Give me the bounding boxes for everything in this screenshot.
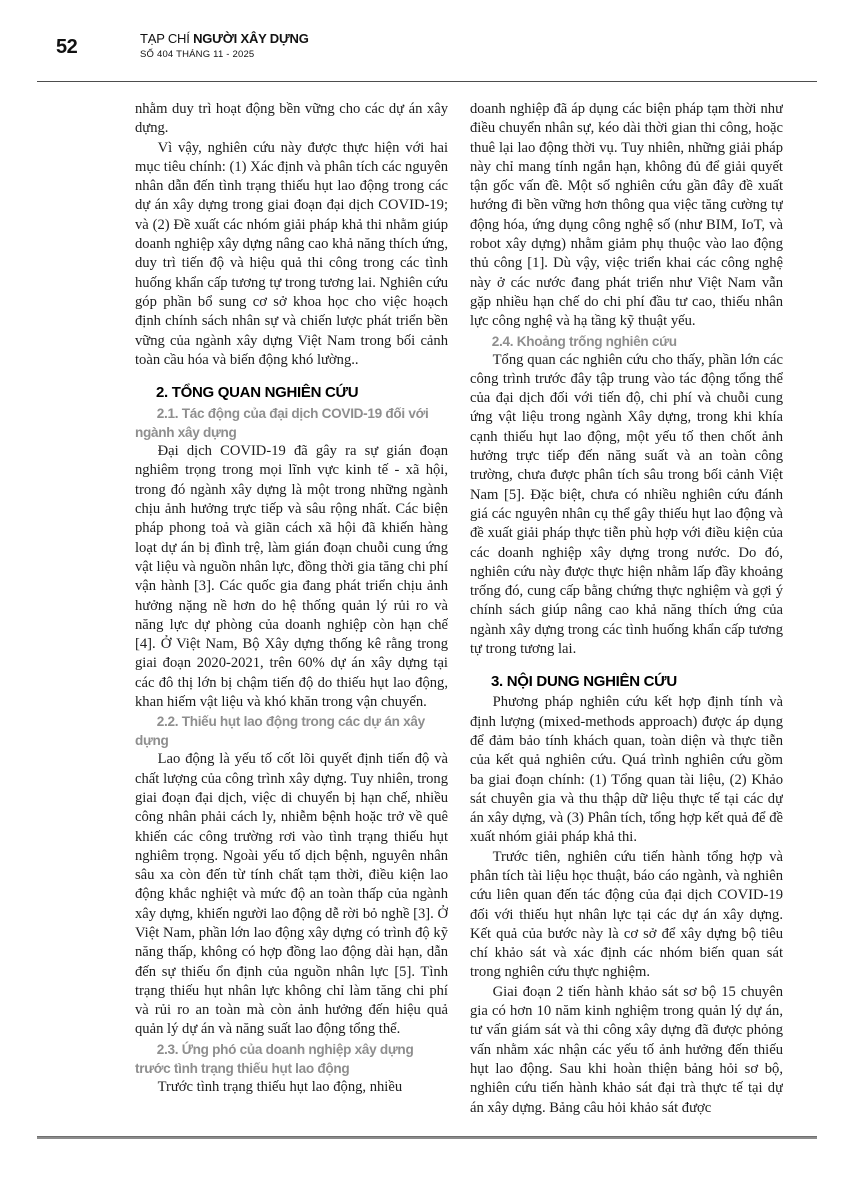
header-divider xyxy=(37,81,817,82)
subsection-heading: 2.1. Tác động của đại dịch COVID-19 đối với ngành xây dựng xyxy=(135,406,429,441)
article-body xyxy=(135,100,783,1138)
subsection-heading: 2.2. Thiếu hụt lao động trong các dự án xây dựng xyxy=(135,714,425,749)
footer-divider xyxy=(37,1136,817,1139)
journal-info xyxy=(140,31,309,60)
body-paragraph: Giai đoạn 2 tiến hành khảo sát sơ bộ 15 chuyên gia có hơn 10 năm kinh nghiệm trong quản lý dự án, tư vấn giám sát và thi công xây dựng đã được phỏng vấn nhằm xác nhận các yếu tố ảnh hưởng đến thiếu hụt lao động. Sau khi hoàn thiện bảng hỏi sơ bộ, nghiên cứu tiến hành khảo sát đại trà thực tế tại dự án xây dựng. Bảng câu hỏi khảo sát được xyxy=(470,983,783,1116)
body-paragraph: Vì vậy, nghiên cứu này được thực hiện với hai mục tiêu chính: (1) Xác định và phân tích các nguyên nhân dẫn đến tình trạng thiếu hụt lao động trong các dự án xây dựng trong giai đoạn đại dịch COVID-19; và (2) Đề xuất các nhóm giải pháp khả thi nhằm giúp doanh nghiệp xây dựng nâng cao khả năng thích ứng, duy trì tiến độ và hiệu quả thi công trong các tình huống khẩn cấp tương tự trong tương lai. Nghiên cứu góp phần bổ sung cơ sở khoa học cho việc hoạch định chính sách nhân sự và chiến lược phát triển bền vững của ngành xây dựng Việt Nam trong bối cảnh toàn cầu hóa và biến động khó lường.. xyxy=(135,139,448,368)
left-column xyxy=(135,100,448,1138)
journal-title xyxy=(140,31,309,46)
subsection-heading: 2.4. Khoảng trống nghiên cứu xyxy=(491,333,677,349)
body-paragraph: Đại dịch COVID-19 đã gây ra sự gián đoạn nghiêm trọng trong mọi lĩnh vực kinh tế - xã hội, trong đó ngành xây dựng là một trong những ngành chịu ảnh hưởng trực tiếp và sâu rộng nhất. Các biện pháp phong toả và giãn cách xã hội đã khiến hàng loạt dự án bị đình trệ, làm gián đoạn chuỗi cung ứng vật liệu và nguồn nhân lực, đồng thời gia tăng chi phí vận hành [3]. Các quốc gia đang phát triển chịu ảnh hưởng nặng nề hơn do hệ thống quản lý rủi ro và năng lực dự phòng của doanh nghiệp còn hạn chế [4]. Ở Việt Nam, Bộ Xây dựng thống kê rằng trong giai đoạn 2020-2021, trên 60% dự án xây dựng tại các đô thị lớn bị chậm tiến độ do thiếu hụt lao động, khan hiếm vật liệu và khó khăn trong vận chuyển. xyxy=(135,443,448,711)
body-paragraph: Trước tiên, nghiên cứu tiến hành tổng hợp và phân tích tài liệu học thuật, báo cáo ngành, và nghiên cứu liên quan đến tác động của đại dịch COVID-19 đối với thiếu hụt nhân lực tại các dự án xây dựng. Kết quả của bước này là cơ sở để xây dựng bộ tiêu chí khảo sát và xác định các nhóm biến quan sát trong nghiên cứu thực nghiệm. xyxy=(470,848,783,981)
body-paragraph: Phương pháp nghiên cứu kết hợp định tính và định lượng (mixed-methods approach) được áp dụng để đảm bảo tính khách quan, toàn diện và thực tiễn của kết quả nghiên cứu. Quá trình nghiên cứu gồm ba giai đoạn chính: (1) Tổng quan tài liệu, (2) Khảo sát chuyên gia và thu thập dữ liệu thực tế tại các dự án xây dựng, và (3) Phân tích, tổng hợp kết quả để đề xuất nhóm giải pháp khả thi. xyxy=(470,694,783,846)
body-paragraph: nhằm duy trì hoạt động bền vững cho các dự án xây dựng. xyxy=(135,101,448,137)
body-paragraph: Trước tình trạng thiếu hụt lao động, nhiều xyxy=(157,1078,403,1095)
body-paragraph: Tổng quan các nghiên cứu cho thấy, phần lớn các công trình trước đây tập trung vào tác động tổng thể của đại dịch đối với tiến độ, chi phí và chuỗi cung ứng vật liệu trong ngành Xây dựng, trong khi khía cạnh thiếu hụt lao động, một yếu tố then chốt ảnh hưởng trực tiếp đến năng suất và an toàn công trường, chưa được phân tích sâu trong bối cảnh Việt Nam [5]. Đặc biệt, chưa có nhiều nghiên cứu đánh giá các nguyên nhân cụ thể gây thiếu hụt lao động và đề xuất giải pháp thực tiễn phù hợp với điều kiện của các doanh nghiệp xây dựng trong nước. Do đó, nghiên cứu này được thực hiện nhằm lấp đầy khoảng trống đó, cung cấp bằng chứng thực nghiệm và gợi ý chính sách giúp nâng cao khả năng thích ứng của ngành xây dựng trong các tình huống khẩn cấp tương tự trong tương lai. xyxy=(470,351,783,658)
journal-issue-line: SỐ 404 THÁNG 11 - 2025 xyxy=(140,49,255,60)
section-heading: 2. TỔNG QUAN NGHIÊN CỨU xyxy=(156,384,359,402)
journal-title-prefix: TẠP CHÍ xyxy=(140,31,190,46)
body-paragraph: doanh nghiệp đã áp dụng các biện pháp tạm thời như điều chuyển nhân sự, kéo dài thời gian thi công, hoặc thuê lại lao động thời vụ. Tuy nhiên, những giải pháp này chỉ mang tính ngắn hạn, không đủ để giải quyết tận gốc vấn đề. Một số nghiên cứu gần đây đề xuất hướng đi bền vững hơn thông qua việc tăng cường tự động hóa, ứng dụng công nghệ số (như BIM, IoT, và robot xây dựng) nhằm giảm phụ thuộc vào lao động thủ công [1]. Dù vậy, việc triển khai các công nghệ này ở các nước đang phát triển như Việt Nam vẫn gặp nhiều hạn chế do chi phí đầu tư cao, thiếu nhân lực công nghệ và hạ tầng kỹ thuật yếu. xyxy=(470,101,783,330)
page-number: 52 xyxy=(56,36,78,58)
section-heading: 3. NỘI DUNG NGHIÊN CỨU xyxy=(491,673,677,691)
journal-title-name: NGƯỜI XÂY DỰNG xyxy=(193,31,309,46)
body-paragraph: Lao động là yếu tố cốt lõi quyết định tiến độ và chất lượng của công trình xây dựng. Tuy nhiên, trong giai đoạn đại dịch, việc di chuyển bị hạn chế, nhiều công nhân phải cách ly, nhiễm bệnh hoặc trở về quê khiến các công trường rơi vào tình trạng thiếu hụt nghiêm trọng. Ngoài yếu tố dịch bệnh, nguyên nhân sâu xa còn đến từ tính chất tạm thời, điều kiện lao động khắc nghiệt và mức độ an toàn thấp của ngành xây dựng, khiến người lao động dễ rời bỏ nghề [3]. Ở Việt Nam, phần lớn lao động xây dựng có trình độ kỹ năng thấp, không có hợp đồng lao động dài hạn, dẫn đến sự thiếu ổn định của nguồn nhân lực [5]. Tình trạng thiếu hụt nhân lực không chỉ làm tăng chi phí và rủi ro an toàn mà còn ảnh hưởng đến hiệu quả quản lý dự án và năng suất lao động tổng thể. xyxy=(135,751,448,1038)
subsection-heading: 2.3. Ứng phó của doanh nghiệp xây dựng trước tình trạng thiếu hụt lao động xyxy=(135,1041,414,1076)
right-column xyxy=(470,100,783,1138)
